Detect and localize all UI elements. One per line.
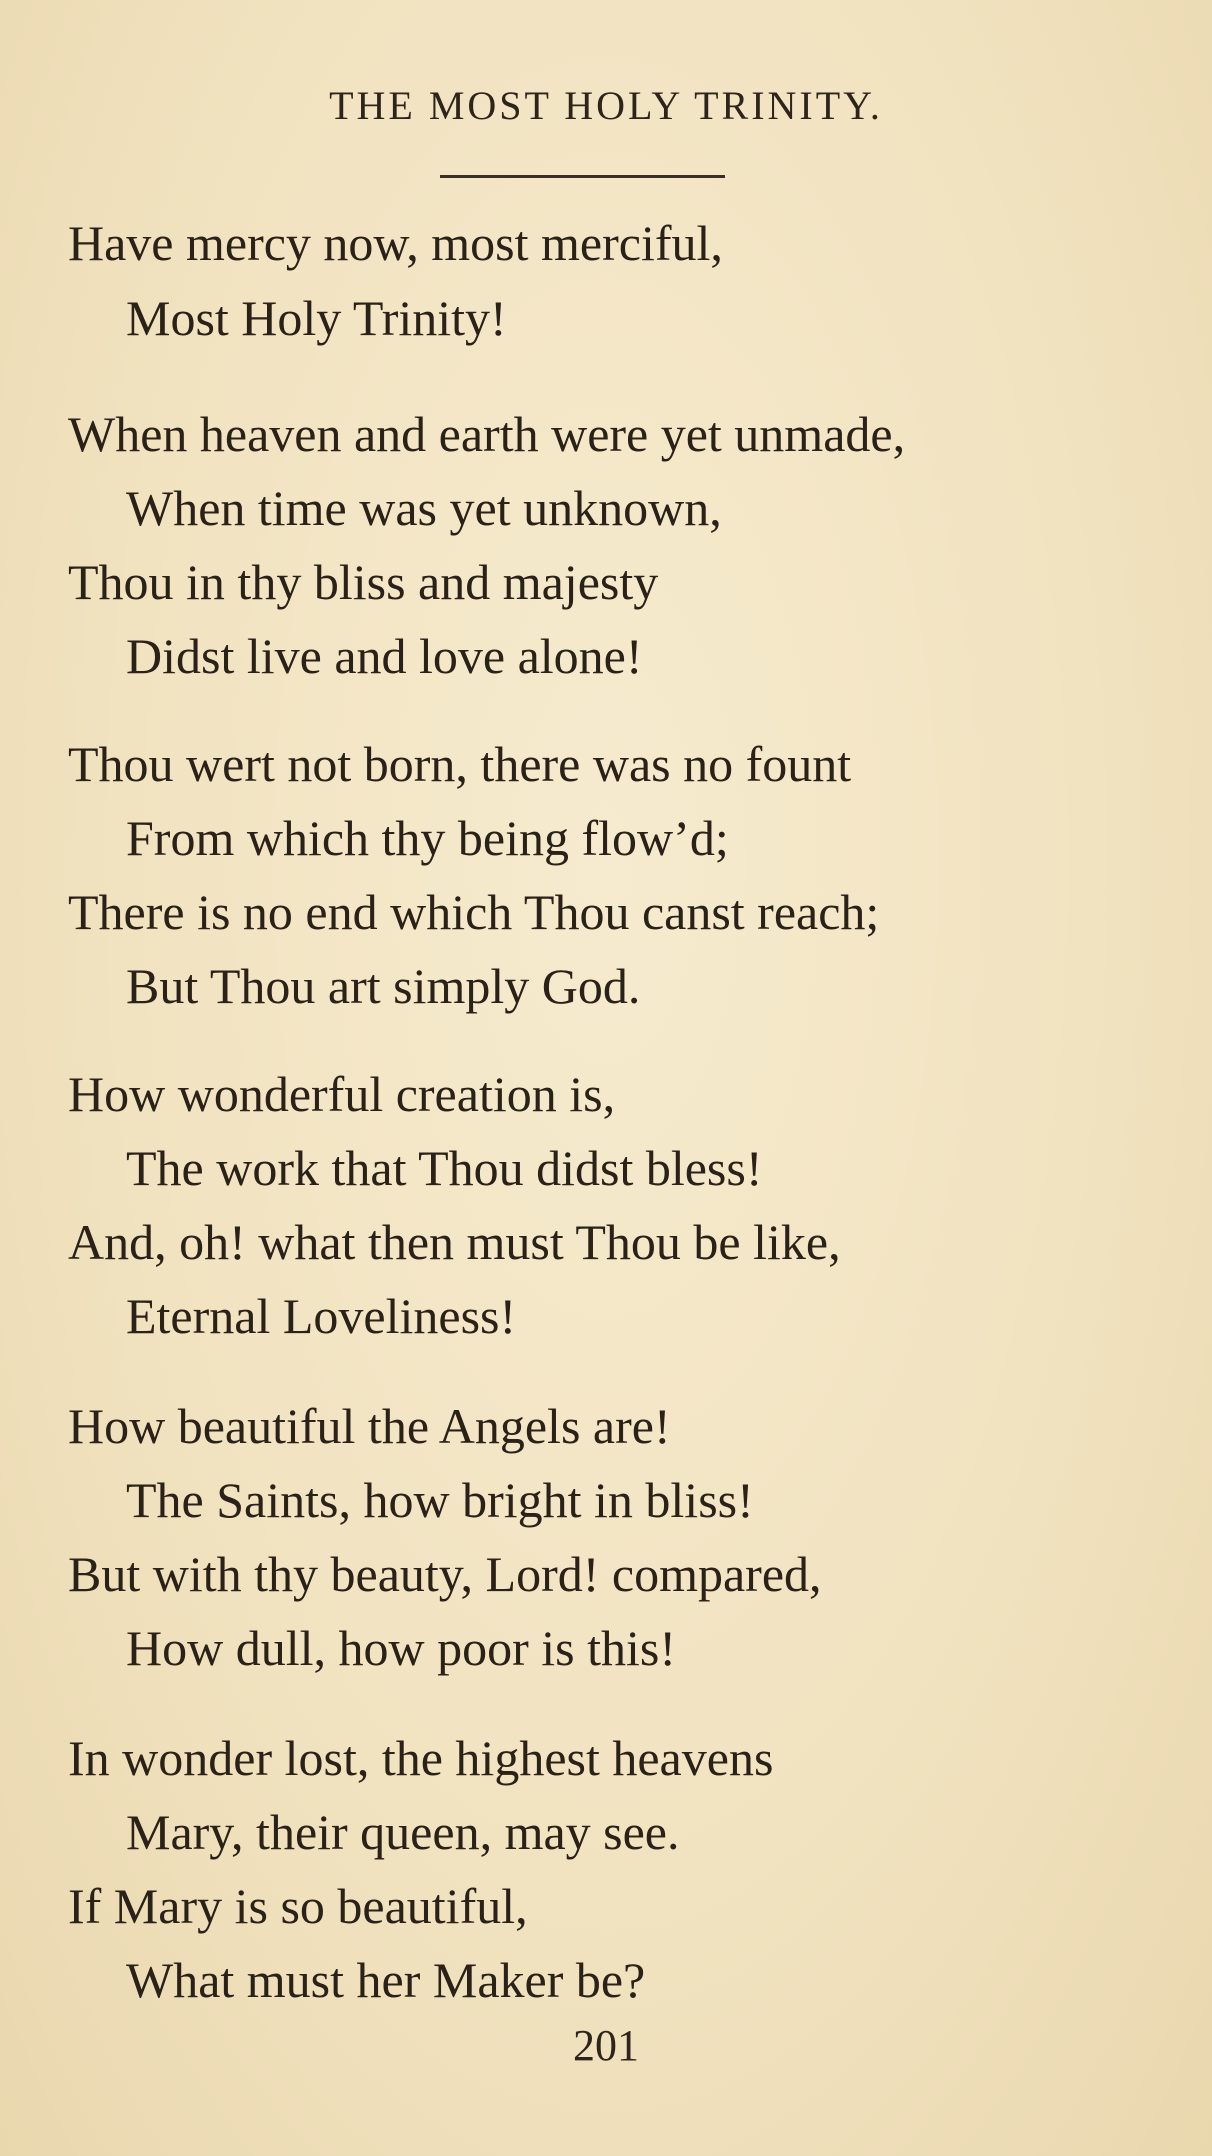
verse-line: If Mary is so beautiful, (68, 1878, 528, 1934)
verse-line: The Saints, how bright in bliss! (126, 1472, 754, 1528)
verse-line: In wonder lost, the highest heavens (68, 1730, 774, 1786)
running-title: THE MOST HOLY TRINITY. (329, 83, 883, 128)
verse-line: How beautiful the Angels are! (68, 1398, 671, 1454)
verse-line: But Thou art simply God. (126, 958, 641, 1014)
verse-line: When time was yet unknown, (126, 480, 722, 536)
page-number: 201 (573, 2021, 639, 2070)
verse-line: What must her Maker be? (126, 1952, 646, 2008)
verse-line: How wonderful creation is, (68, 1066, 616, 1122)
verse-line: Mary, their queen, may see. (126, 1804, 680, 1860)
verse-line: And, oh! what then must Thou be like, (68, 1214, 841, 1270)
verse-line: But with thy beauty, Lord! compared, (68, 1546, 822, 1602)
verse-line: Eternal Loveliness! (126, 1288, 517, 1344)
header-rule (440, 175, 725, 178)
verse-line: There is no end which Thou canst reach; (68, 884, 880, 940)
verse-line: When heaven and earth were yet unmade, (68, 406, 906, 462)
verse-line: The work that Thou didst bless! (126, 1140, 763, 1196)
verse-line: Most Holy Trinity! (126, 290, 507, 346)
verse-line: Thou in thy bliss and majesty (68, 554, 659, 610)
verse-line: Didst live and love alone! (126, 628, 643, 684)
verse-line: How dull, how poor is this! (126, 1620, 676, 1676)
verse-line: From which thy being flow’d; (126, 810, 729, 866)
verse-line: Have mercy now, most merciful, (68, 215, 723, 271)
verse-line: Thou wert not born, there was no fount (68, 736, 852, 792)
